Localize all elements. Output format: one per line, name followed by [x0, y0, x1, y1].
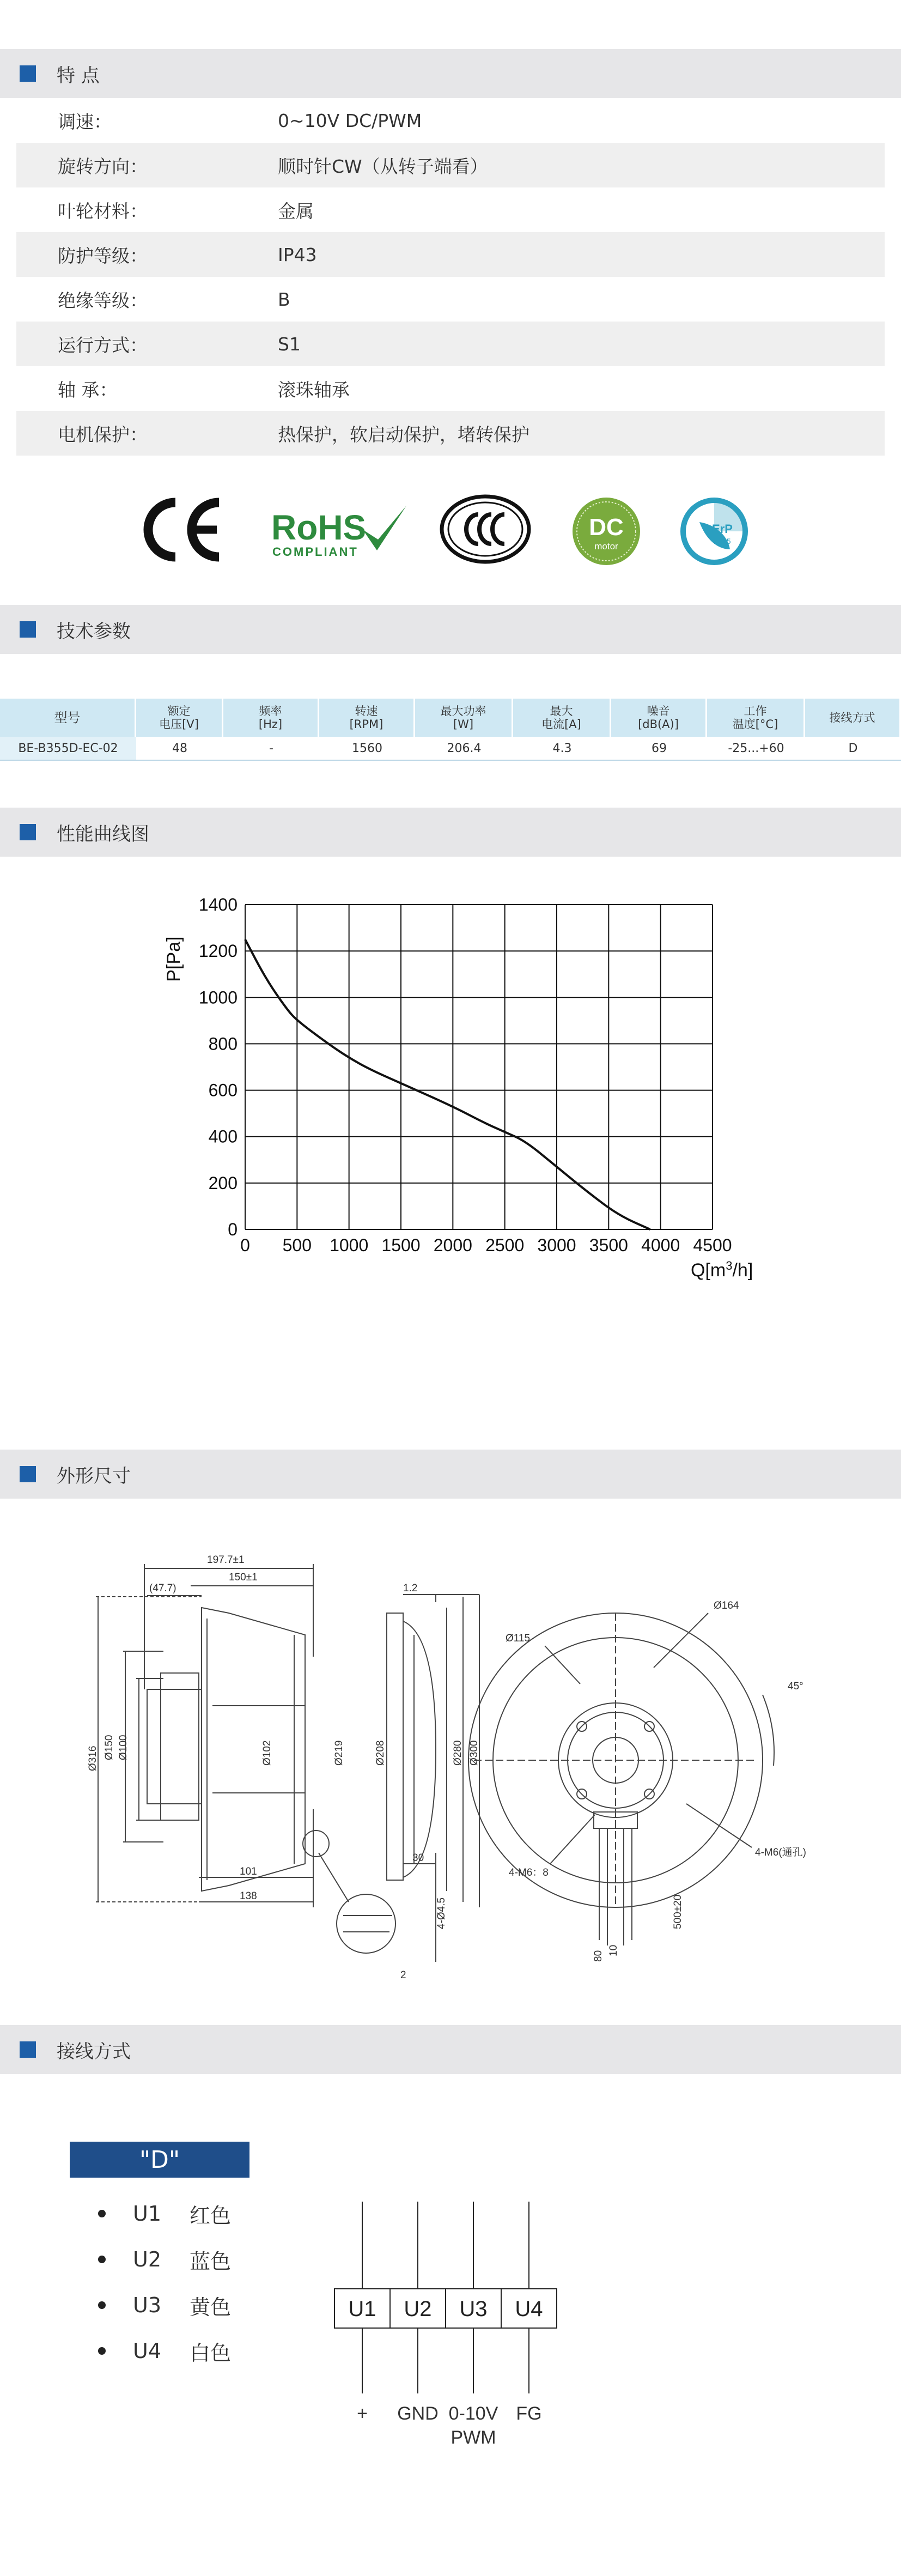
feature-value: S1	[278, 333, 301, 355]
wire-color: 蓝色	[190, 2249, 232, 2274]
bullet-icon	[98, 2301, 106, 2309]
performance-chart-svg	[147, 894, 757, 1428]
section-title: 特 点	[57, 64, 100, 87]
terminal-label: U3	[459, 2297, 488, 2321]
wire-color: 红色	[190, 2203, 232, 2228]
svg-text:Ø150: Ø150	[104, 1735, 115, 1760]
svg-text:RoHS: RoHS	[271, 508, 367, 547]
svg-text:Ø208: Ø208	[375, 1740, 386, 1766]
wire-code: U4	[133, 2339, 161, 2363]
feature-label: 轴 承：	[58, 379, 118, 401]
svg-text:motor: motor	[594, 541, 618, 551]
spec-header-cell: 最大 电流[A]	[513, 699, 611, 737]
svg-text:101: 101	[240, 1866, 257, 1877]
spec-cell: 1560	[352, 741, 382, 755]
signal-label: 0-10V	[448, 2403, 498, 2424]
feature-label: 调速：	[58, 111, 112, 132]
svg-text:COMPLIANT: COMPLIANT	[272, 545, 358, 559]
spec-header-cell: 工作 温度[°C]	[707, 699, 805, 737]
svg-text:30: 30	[412, 1852, 424, 1864]
bullet-icon	[98, 2256, 106, 2263]
spec-header-cell: 额定 电压[V]	[136, 699, 223, 737]
x-tick-label: 0	[240, 1235, 250, 1255]
svg-text:(47.7): (47.7)	[149, 1583, 176, 1594]
feature-row	[16, 322, 885, 366]
section-wiring	[0, 2025, 901, 2074]
svg-text:197.7±1: 197.7±1	[207, 1554, 245, 1566]
feature-value: 热保护，软启动保护，堵转保护	[278, 423, 529, 445]
svg-text:45°: 45°	[788, 1681, 803, 1692]
terminal-block	[327, 2191, 599, 2452]
svg-text:150±1: 150±1	[229, 1572, 258, 1583]
svg-text:Ø100: Ø100	[118, 1735, 129, 1760]
section-marker	[20, 824, 36, 840]
svg-text:1.2: 1.2	[403, 1583, 418, 1594]
svg-text:4-M6：8: 4-M6：8	[509, 1867, 549, 1878]
section-title: 外形尺寸	[57, 1465, 131, 1487]
feature-value: 顺时针CW（从转子端看）	[278, 155, 488, 177]
section-features	[0, 49, 901, 98]
y-axis-label: P[Pa]	[163, 936, 184, 982]
feature-row	[16, 143, 885, 187]
erp-badge	[678, 495, 751, 568]
feature-label: 叶轮材料：	[58, 200, 148, 222]
wire-item	[98, 2191, 231, 2236]
y-tick-label: 1000	[198, 987, 238, 1008]
feature-row	[16, 411, 885, 456]
svg-text:2015: 2015	[714, 537, 731, 545]
section-dimensions	[0, 1450, 901, 1499]
signal-label: GND	[397, 2403, 439, 2424]
x-tick-label: 4500	[693, 1235, 732, 1255]
section-marker	[20, 621, 36, 638]
x-tick-label: 3500	[589, 1235, 628, 1255]
signal-label: FG	[516, 2403, 542, 2424]
svg-text:Ø164: Ø164	[714, 1600, 739, 1611]
section-marker	[20, 2041, 36, 2058]
bullet-icon	[98, 2210, 106, 2217]
svg-text:2: 2	[400, 1969, 406, 1981]
x-tick-label: 4000	[641, 1235, 680, 1255]
wire-item	[98, 2328, 231, 2374]
spec-header-cell: 型号	[0, 699, 136, 737]
x-tick-label: 1500	[381, 1235, 421, 1255]
feature-label: 电机保护：	[58, 423, 148, 445]
feature-label: 旋转方向：	[58, 155, 148, 177]
pressure-curve-line	[245, 940, 650, 1229]
feature-value: 滚珠轴承	[278, 379, 350, 401]
svg-text:Ø280: Ø280	[452, 1740, 464, 1766]
svg-text:Ø300: Ø300	[468, 1740, 480, 1766]
svg-text:DC: DC	[589, 514, 624, 541]
terminal-label: U2	[404, 2297, 432, 2321]
wiring-diagram	[0, 2082, 901, 2463]
bullet-icon	[98, 2347, 106, 2355]
spec-cell: -25...+60	[728, 741, 784, 755]
spec-table-header	[0, 699, 901, 737]
feature-row	[16, 277, 885, 322]
svg-text:80: 80	[593, 1950, 604, 1962]
spec-table-row	[0, 737, 901, 761]
certifications	[0, 480, 901, 583]
section-curve	[0, 808, 901, 857]
section-marker	[20, 1466, 36, 1482]
feature-label: 绝缘等级：	[58, 289, 148, 311]
section-title: 性能曲线图	[57, 823, 149, 845]
svg-text:4-M6(通孔): 4-M6(通孔)	[755, 1847, 806, 1858]
feature-value: IP43	[278, 244, 317, 265]
spec-cell: -	[269, 741, 273, 755]
feature-value: B	[278, 288, 290, 310]
spec-header-cell: 接线方式	[805, 699, 901, 737]
terminal-label: U4	[515, 2297, 543, 2321]
svg-text:500±20: 500±20	[672, 1894, 684, 1929]
wire-color: 黄色	[190, 2295, 232, 2319]
feature-value: 金属	[278, 200, 314, 222]
x-tick-label: 2500	[485, 1235, 525, 1255]
section-title: 接线方式	[57, 2040, 131, 2063]
terminal-label: U1	[348, 2297, 376, 2321]
wire-color: 白色	[190, 2341, 232, 2365]
svg-text:Ø102: Ø102	[261, 1740, 273, 1766]
signal-sub-label: PWM	[450, 2427, 496, 2448]
x-tick-label: 2000	[433, 1235, 472, 1255]
x-tick-label: 1000	[330, 1235, 369, 1255]
feature-row	[16, 98, 885, 143]
spec-cell: 69	[652, 741, 667, 755]
features-list	[16, 98, 885, 456]
section-title: 技术参数	[57, 620, 131, 643]
wire-item	[98, 2236, 231, 2282]
spec-cell: 206.4	[447, 741, 482, 755]
wire-code: U2	[133, 2247, 161, 2271]
spec-cell: 4.3	[552, 741, 572, 755]
svg-text:Ø115: Ø115	[506, 1633, 531, 1644]
svg-text:Ø316: Ø316	[87, 1745, 99, 1771]
feature-row	[16, 187, 885, 232]
svg-text:Ø219: Ø219	[333, 1740, 345, 1766]
svg-text:ErP: ErP	[712, 522, 733, 536]
y-tick-label: 800	[208, 1034, 238, 1054]
y-tick-label: 1400	[198, 895, 238, 914]
dimension-drawing	[0, 1526, 901, 2016]
signal-label: +	[357, 2403, 368, 2424]
y-tick-label: 200	[208, 1173, 238, 1193]
wiring-type-badge: "D"	[70, 2142, 249, 2178]
rohs-mark	[270, 501, 412, 561]
svg-text:4-Ø4.5: 4-Ø4.5	[436, 1897, 447, 1929]
y-tick-label: 600	[208, 1080, 238, 1100]
dc-motor-badge	[571, 496, 642, 567]
spec-cell: D	[848, 741, 858, 755]
ce-mark	[137, 496, 227, 563]
wire-color-list	[98, 2191, 231, 2374]
feature-label: 运行方式：	[58, 334, 148, 356]
feature-row	[16, 232, 885, 277]
y-tick-label: 1200	[198, 941, 238, 961]
feature-label: 防护等级：	[58, 245, 148, 266]
feature-value: 0~10V DC/PWM	[278, 110, 422, 131]
svg-text:10: 10	[608, 1944, 619, 1956]
spec-header-cell: 频率 [Hz]	[223, 699, 319, 737]
ccc-mark	[439, 494, 532, 565]
x-axis-label: $Q[m^3/h]$	[691, 1259, 753, 1281]
wire-code: U3	[133, 2293, 161, 2317]
x-tick-label: 3000	[537, 1235, 576, 1255]
wire-code: U1	[133, 2202, 161, 2226]
spec-header-cell: 噪音 [dB(A)]	[611, 699, 707, 737]
spec-header-cell: 转速 [RPM]	[319, 699, 415, 737]
wire-item	[98, 2282, 231, 2328]
spec-cell: 48	[172, 741, 187, 755]
y-tick-label: 0	[228, 1220, 238, 1239]
section-marker	[20, 65, 36, 82]
spec-table	[0, 699, 901, 761]
feature-row	[16, 366, 885, 411]
section-specs	[0, 605, 901, 654]
svg-text:138: 138	[240, 1890, 257, 1902]
spec-header-cell: 最大功率 [W]	[415, 699, 513, 737]
y-tick-label: 400	[208, 1126, 238, 1147]
spec-cell: BE-B355D-EC-02	[0, 737, 136, 760]
x-tick-label: 500	[282, 1235, 312, 1255]
performance-chart	[147, 894, 757, 1430]
